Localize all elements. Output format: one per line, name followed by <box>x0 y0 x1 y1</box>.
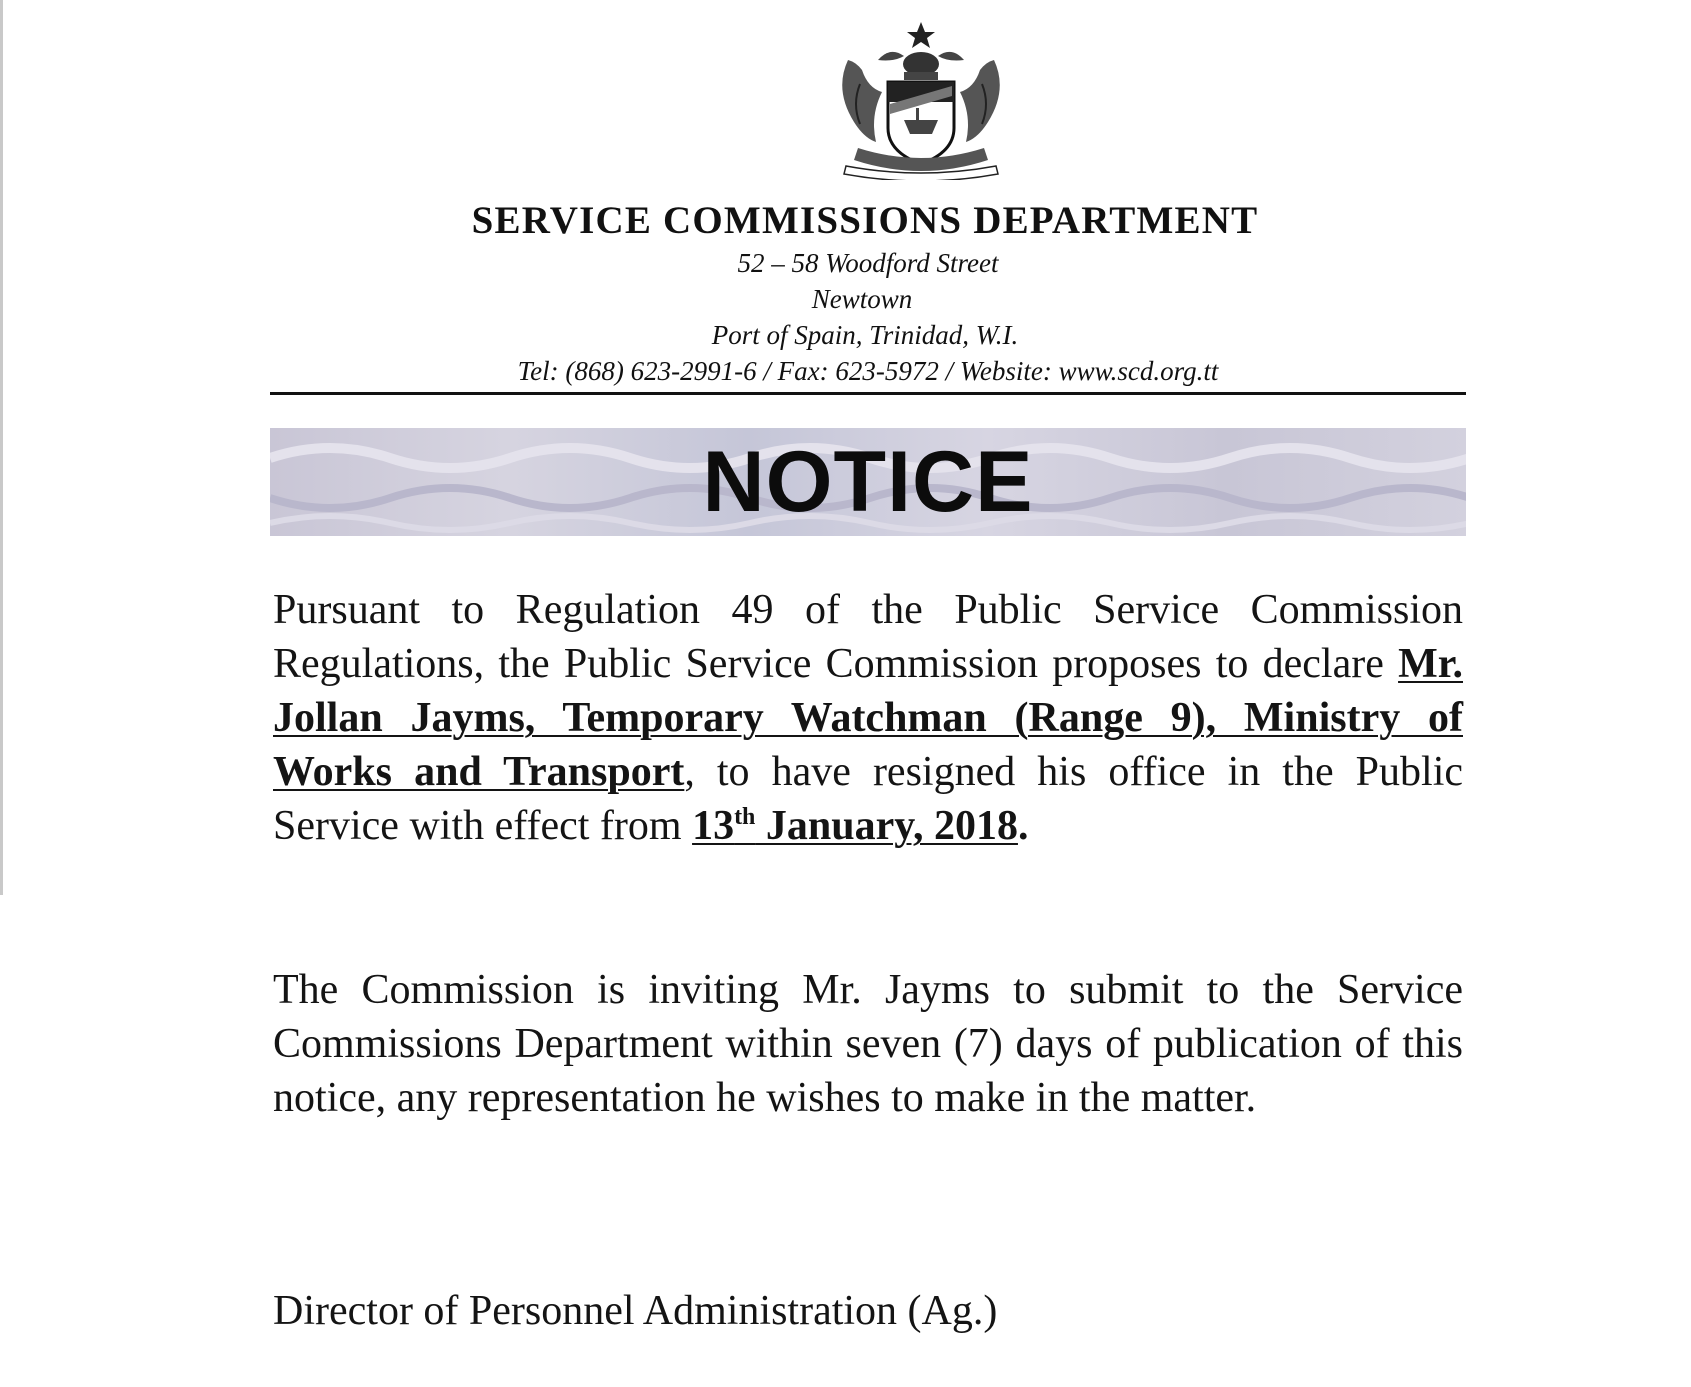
address-city: Port of Spain, Trinidad, W.I. <box>711 320 1019 350</box>
notice-paragraph-1 <box>273 583 1463 853</box>
scan-edge <box>0 0 3 895</box>
notice-banner <box>270 428 1466 536</box>
para1-subject: Mr. Jollan Jayms, Temporary Watchman (Range 9), Ministry of Works and Transport <box>273 641 1463 795</box>
header-divider <box>270 392 1466 395</box>
signatory: Director of Personnel Administration (Ag.) <box>273 1288 998 1334</box>
para1-date-suffix: th <box>734 804 756 830</box>
para1-date-day: 13 <box>692 803 735 849</box>
coat-of-arms-icon <box>818 20 1024 180</box>
para1-middle: , to have resigned his office in the Public Service with effect from <box>273 749 1463 849</box>
department-name: SERVICE COMMISSIONS DEPARTMENT <box>471 199 1259 242</box>
contact-details: Tel: (868) 623-2991-6 / Fax: 623-5972 / Website: www.scd.org.tt <box>517 356 1219 386</box>
notice-paragraph-2: The Commission is inviting Mr. Jayms to submit to the Service Commissions Department within seven (7) days of publication of this notice, any representation he wishes to make in the matter. <box>273 967 1463 1121</box>
notice-title: NOTICE <box>702 434 1034 530</box>
address-area: Newtown <box>811 284 913 314</box>
para1-intro: Pursuant to Regulation 49 of the Public Service Commission Regulations, the Public Service Commission proposes to declare <box>273 587 1463 687</box>
address-street: 52 – 58 Woodford Street <box>737 248 999 278</box>
para1-date-rest: January, 2018 <box>755 803 1018 849</box>
para1-end: . <box>1017 803 1029 849</box>
